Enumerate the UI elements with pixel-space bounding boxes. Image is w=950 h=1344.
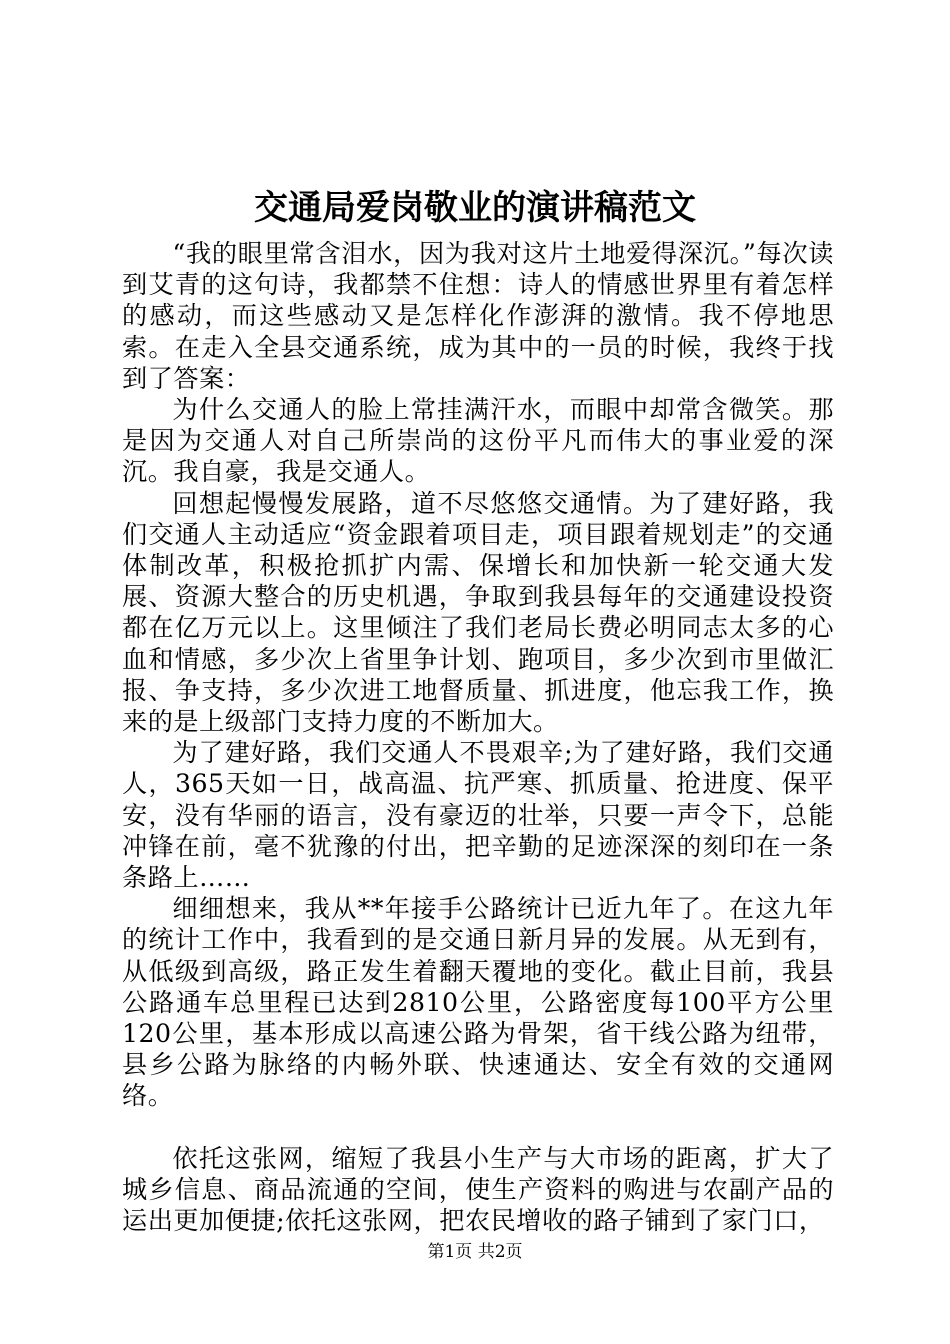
- page-footer: 第1页 共2页: [427, 1242, 523, 1262]
- paragraph-3: 回想起慢慢发展路，道不尽悠悠交通情。为了建好路，我们交通人主动适应“资金跟着项目走，项目跟着规划走”的交通体制改革，积极抢抓扩内需、保增长和加快新一轮交通大发展、资源大整合的历史机遇，争取到我县每年的交通建设投资都在亿万元以上。这里倾注了我们老局长费必明同志太多的心血和情感，多少次上省里争计划、跑项目，多少次到市里做汇报、争支持，多少次进工地督质量、抓进度，他忘我工作，换来的是上级部门支持力度的不断加大。: [122, 488, 834, 737]
- paragraph-2: 为什么交通人的脸上常挂满汗水，而眼中却常含微笑。那是因为交通人对自己所崇尚的这份平凡而伟大的事业爱的深沉。我自豪，我是交通人。: [122, 395, 834, 487]
- paragraph-1: “我的眼里常含泪水，因为我对这片土地爱得深沉。”每次读到艾青的这句诗，我都禁不住想：诗人的情感世界里有着怎样的感动，而这些感动又是怎样化作澎湃的激情。我不停地思索。在走入全县交通系统，成为其中的一员的时候，我终于找到了答案：: [122, 239, 834, 393]
- document-body: [122, 238, 834, 1236]
- document-title: 交通局爱岗敬业的演讲稿范文: [254, 188, 696, 228]
- paragraph-5: 细细想来，我从**年接手公路统计已近九年了。在这九年的统计工作中，我看到的是交通日新月异的发展。从无到有，从低级到高级，路正发生着翻天覆地的变化。截止目前，我县公路通车总里程已达到2810公里，公路密度每100平方公里120公里，基本形成以高速公路为骨架，省干线公路为纽带，县乡公路为脉络的内畅外联、快速通达、安全有效的交通网络。: [122, 894, 834, 1111]
- paragraph-6: 依托这张网，缩短了我县小生产与大市场的距离，扩大了城乡信息、商品流通的空间，使生产资料的购进与农副产品的运出更加便捷;依托这张网，把农民增收的路子铺到了家门口，: [122, 1143, 834, 1236]
- paragraph-4: 为了建好路，我们交通人不畏艰辛;为了建好路，我们交通人，365天如一日，战高温、抗严寒、抓质量、抢进度、保平安，没有华丽的语言，没有豪迈的壮举，只要一声令下，总能冲锋在前，毫不犹豫的付出，把辛勤的足迹深深的刻印在一条条路上……: [122, 738, 834, 893]
